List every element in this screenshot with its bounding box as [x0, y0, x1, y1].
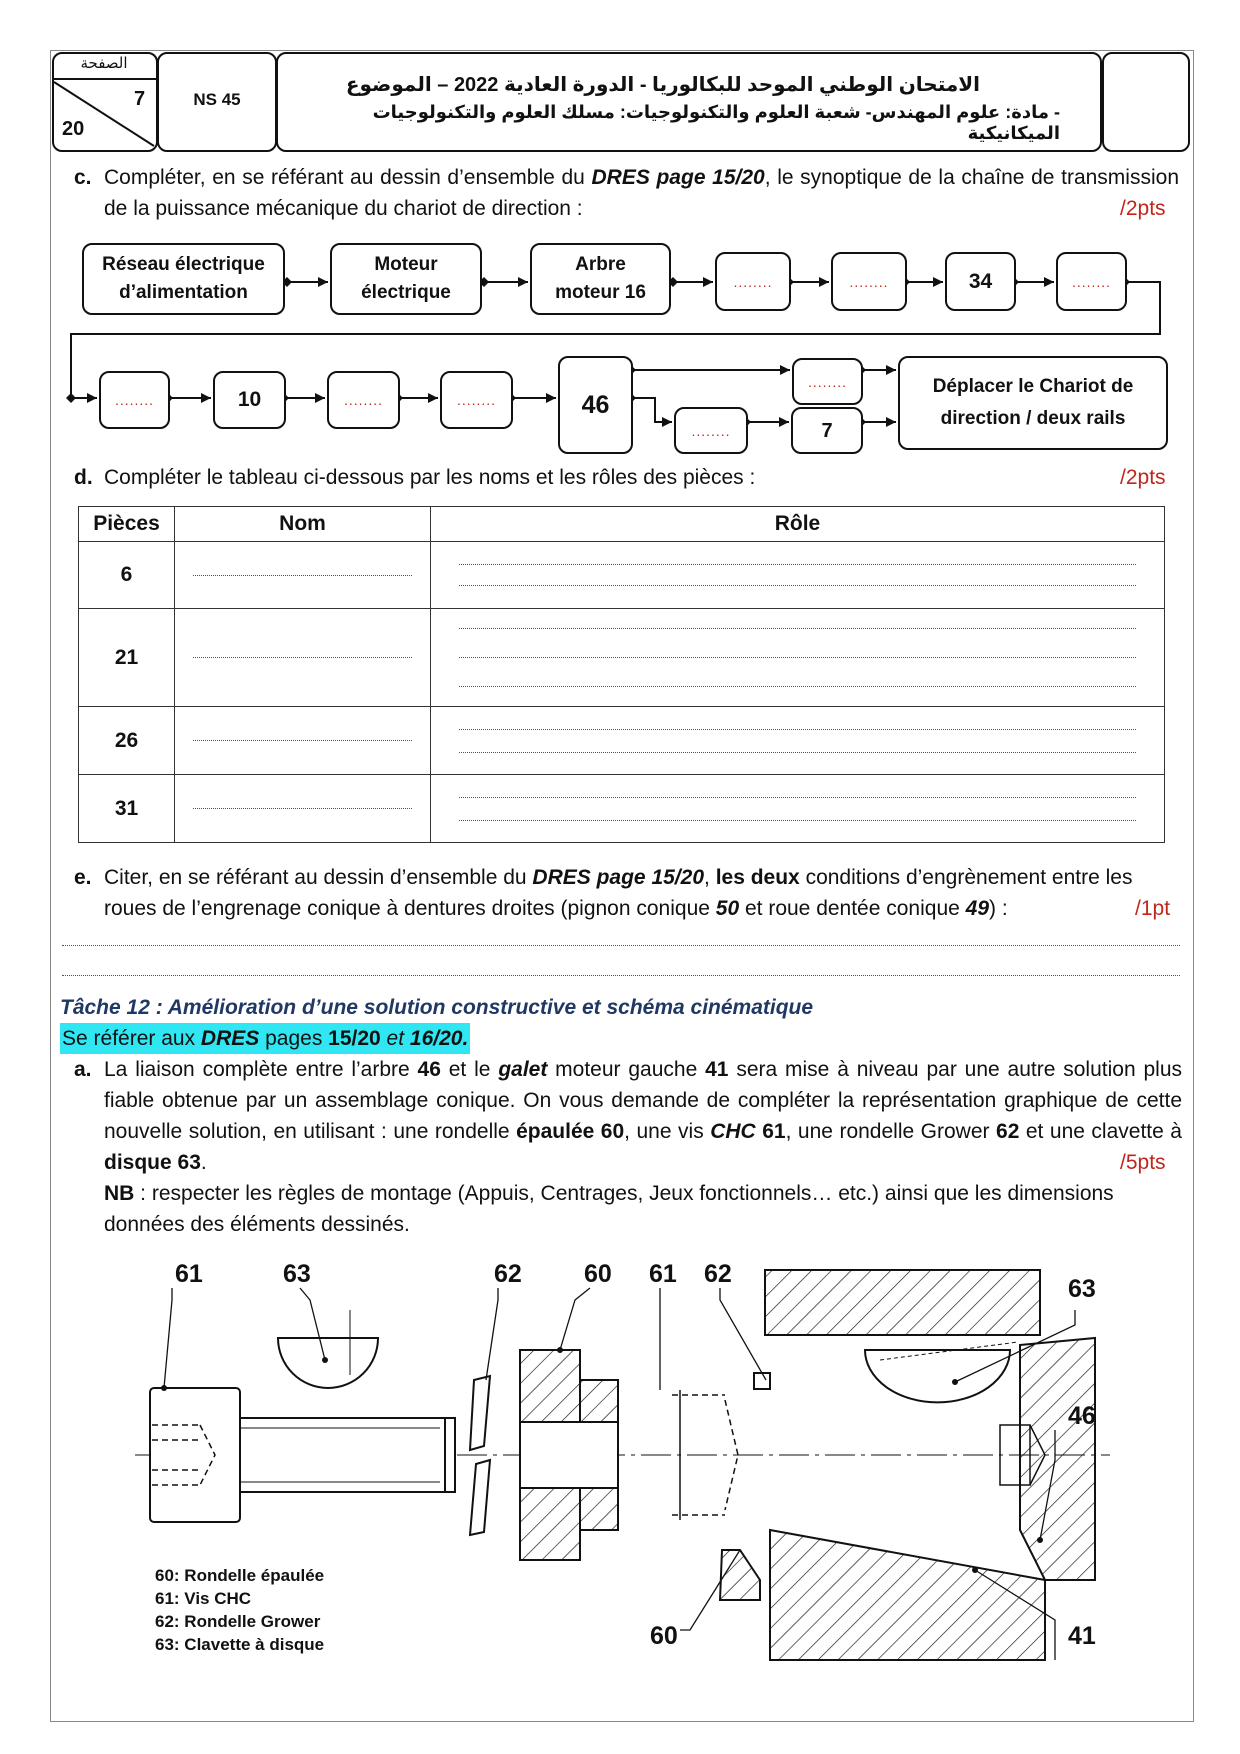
synoptic-block-blank-2[interactable]: ........	[831, 252, 907, 311]
question-e-letter: e.	[74, 866, 92, 889]
role-cell[interactable]	[431, 609, 1165, 707]
question-c-letter: c.	[74, 166, 92, 189]
label-62-right: 62	[704, 1260, 732, 1288]
task12-ref-f: 16/20.	[409, 1027, 469, 1050]
question-e-t5: conditions d’engrènement entre les roues de l’engrenage conique à dentures droites (pignon conique	[104, 866, 1133, 920]
question-a-s8: épaulée 60	[516, 1120, 625, 1143]
question-e-t6: 50	[715, 897, 740, 920]
question-a-s7: sera mise à niveau par une autre solution plus fiable obtenue par un assemblage conique. On vous demande de compléter la représentation graphique de cette nouvelle solution, en utilisant : une rondelle	[104, 1058, 1182, 1143]
role-cell[interactable]	[431, 775, 1165, 843]
exam-code: NS 45	[193, 90, 241, 109]
synoptic-block-7: 7	[791, 407, 863, 454]
task12-ref-d: 15/20	[328, 1027, 381, 1050]
name-cell[interactable]	[175, 609, 431, 707]
synoptic-block-function: Déplacer le Chariot de direction / deux rails	[898, 356, 1168, 450]
label-61: 61	[175, 1260, 203, 1288]
nb-text: : respecter les règles de montage (Appuis, Centrages, Jeux fonctionnels… etc.) ainsi que les dimensions données des éléments dessinés.	[104, 1182, 1114, 1236]
table-cell-piece: 26	[79, 707, 175, 775]
table-row	[79, 542, 1165, 609]
name-cell[interactable]	[175, 542, 431, 609]
label-61-right: 61	[649, 1260, 677, 1288]
synoptic-block-blank-6[interactable]: ........	[440, 371, 513, 429]
legend-item: 61: Vis CHC	[155, 1589, 252, 1608]
table-cell-piece: 31	[79, 775, 175, 843]
disc-key-63-right	[865, 1350, 1010, 1402]
question-a-s6: 41	[705, 1058, 729, 1081]
label-60-bottom: 60	[650, 1622, 678, 1650]
question-a-s3: et le	[440, 1058, 499, 1081]
role-cell[interactable]	[431, 707, 1165, 775]
synoptic-block-46: 46	[558, 356, 633, 454]
question-a-s9: , une vis	[624, 1120, 711, 1143]
question-c-ref: DRES page 15/20	[591, 166, 765, 189]
task12-reference	[60, 1023, 470, 1054]
page-number: 7	[134, 88, 146, 110]
synoptic-block-motor-shaft: Arbre moteur 16	[530, 243, 671, 315]
label-63: 63	[283, 1260, 311, 1288]
question-d-text: Compléter le tableau ci-dessous par les noms et les rôles des pièces :	[104, 466, 756, 489]
question-e-t2: DRES page 15/20	[532, 866, 705, 889]
answer-line-2[interactable]	[62, 975, 1180, 976]
table-row	[79, 775, 1165, 843]
disc-key-63	[278, 1338, 378, 1388]
question-d-letter: d.	[74, 466, 93, 489]
table-row	[79, 609, 1165, 707]
question-a-s12: , une rondelle Grower	[785, 1120, 997, 1143]
exam-title: الامتحان الوطني الموحد للبكالوريا - الدورة العادية 2022 – الموضوع	[345, 74, 980, 96]
question-e-t8: 49	[965, 897, 990, 920]
synoptic-block-motor: Moteur électrique	[330, 243, 482, 315]
question-a-points: /5pts	[1120, 1151, 1166, 1174]
screw-chc-61	[150, 1388, 455, 1522]
synoptic-block-blank-8[interactable]: ........	[674, 407, 748, 454]
table-row	[79, 707, 1165, 775]
table-header-role: Rôle	[431, 507, 1165, 542]
label-62: 62	[494, 1260, 522, 1288]
question-c-points: /2pts	[1120, 197, 1166, 220]
question-a-s5: moteur gauche	[547, 1058, 706, 1081]
question-d-points: /2pts	[1120, 466, 1166, 489]
table-cell-piece: 6	[79, 542, 175, 609]
question-a-s11: 61	[755, 1120, 786, 1143]
name-cell[interactable]	[175, 775, 431, 843]
question-e-points: /1pt	[1135, 897, 1171, 920]
legend-item: 63: Clavette à disque	[155, 1635, 325, 1654]
question-a-nb	[104, 1178, 1182, 1240]
synoptic-block-blank-4[interactable]: ........	[99, 371, 170, 429]
table-header-pieces: Pièces	[79, 507, 175, 542]
question-e-t4: les deux	[715, 866, 800, 889]
question-e-t1: Citer, en se référant au dessin d’ensemble du	[104, 866, 533, 889]
question-a-text	[104, 1054, 1182, 1178]
synoptic-block-10: 10	[213, 371, 286, 429]
role-cell[interactable]	[431, 542, 1165, 609]
label-60: 60	[584, 1260, 612, 1288]
task12-ref-e: et	[380, 1027, 410, 1050]
question-a-s15: disque 63	[104, 1151, 201, 1174]
question-a-s1: La liaison complète entre l’arbre	[104, 1058, 418, 1081]
question-e-t7: et roue dentée conique	[739, 897, 966, 920]
shoulder-washer-60	[520, 1350, 618, 1560]
right-box	[1102, 52, 1190, 152]
roller-41-hub	[765, 1270, 1045, 1660]
question-c-text-b: , le synoptique de la chaîne de transmission de la puissance mécanique du chariot de direction :	[104, 166, 1179, 220]
question-a-s4: galet	[498, 1058, 548, 1081]
question-a-s13: 62	[996, 1120, 1020, 1143]
synoptic-block-blank-7[interactable]: ........	[792, 358, 863, 405]
question-c-text	[104, 162, 1179, 224]
task12-ref-b: DRES	[200, 1027, 260, 1050]
synoptic-block-34: 34	[945, 252, 1016, 311]
nb-label: NB	[104, 1182, 135, 1205]
question-c-text-a: Compléter, en se référant au dessin d’ensemble du	[104, 166, 592, 189]
task12-title: Tâche 12 : Amélioration d’une solution constructive et schéma cinématique	[60, 996, 814, 1019]
label-41: 41	[1068, 1622, 1096, 1650]
page-label: الصفحة	[80, 55, 128, 72]
synoptic-block-blank-1[interactable]: ........	[715, 252, 791, 311]
question-a-s2: 46	[417, 1058, 441, 1081]
answer-line-1[interactable]	[62, 945, 1180, 946]
question-a-s14: et une clavette à	[1019, 1120, 1182, 1143]
synoptic-block-blank-3[interactable]: ........	[1056, 252, 1127, 311]
shaft-46	[1020, 1338, 1095, 1580]
question-a-letter: a.	[74, 1058, 92, 1081]
question-e-text	[104, 862, 1184, 924]
task12-ref-c: pages	[259, 1027, 329, 1050]
legend-item: 60: Rondelle épaulée	[155, 1566, 325, 1585]
label-46: 46	[1068, 1402, 1096, 1430]
legend-item: 62: Rondelle Grower	[155, 1612, 321, 1631]
drawing-legend	[155, 1564, 324, 1656]
question-a-s16: .	[200, 1151, 207, 1174]
exam-subject: - مادة: علوم المهندس- شعبة العلوم والتكنولوجيات: مسلك العلوم والتكنولوجيات الميكانيكية	[372, 102, 1060, 143]
task12-ref-a: Se référer aux	[62, 1027, 201, 1050]
label-63-right: 63	[1068, 1275, 1096, 1303]
parts-table	[78, 506, 1165, 843]
synoptic-block-blank-5[interactable]: ........	[327, 371, 400, 429]
name-cell[interactable]	[175, 707, 431, 775]
synoptic-block-power-grid: Réseau électrique d’alimentation	[82, 243, 285, 315]
page-total: 20	[62, 118, 85, 140]
question-e-t9: ) :	[989, 897, 1008, 920]
question-e-t3: ,	[704, 866, 716, 889]
table-cell-piece: 21	[79, 609, 175, 707]
question-a-s10: CHC	[710, 1120, 756, 1143]
table-header-nom: Nom	[175, 507, 431, 542]
